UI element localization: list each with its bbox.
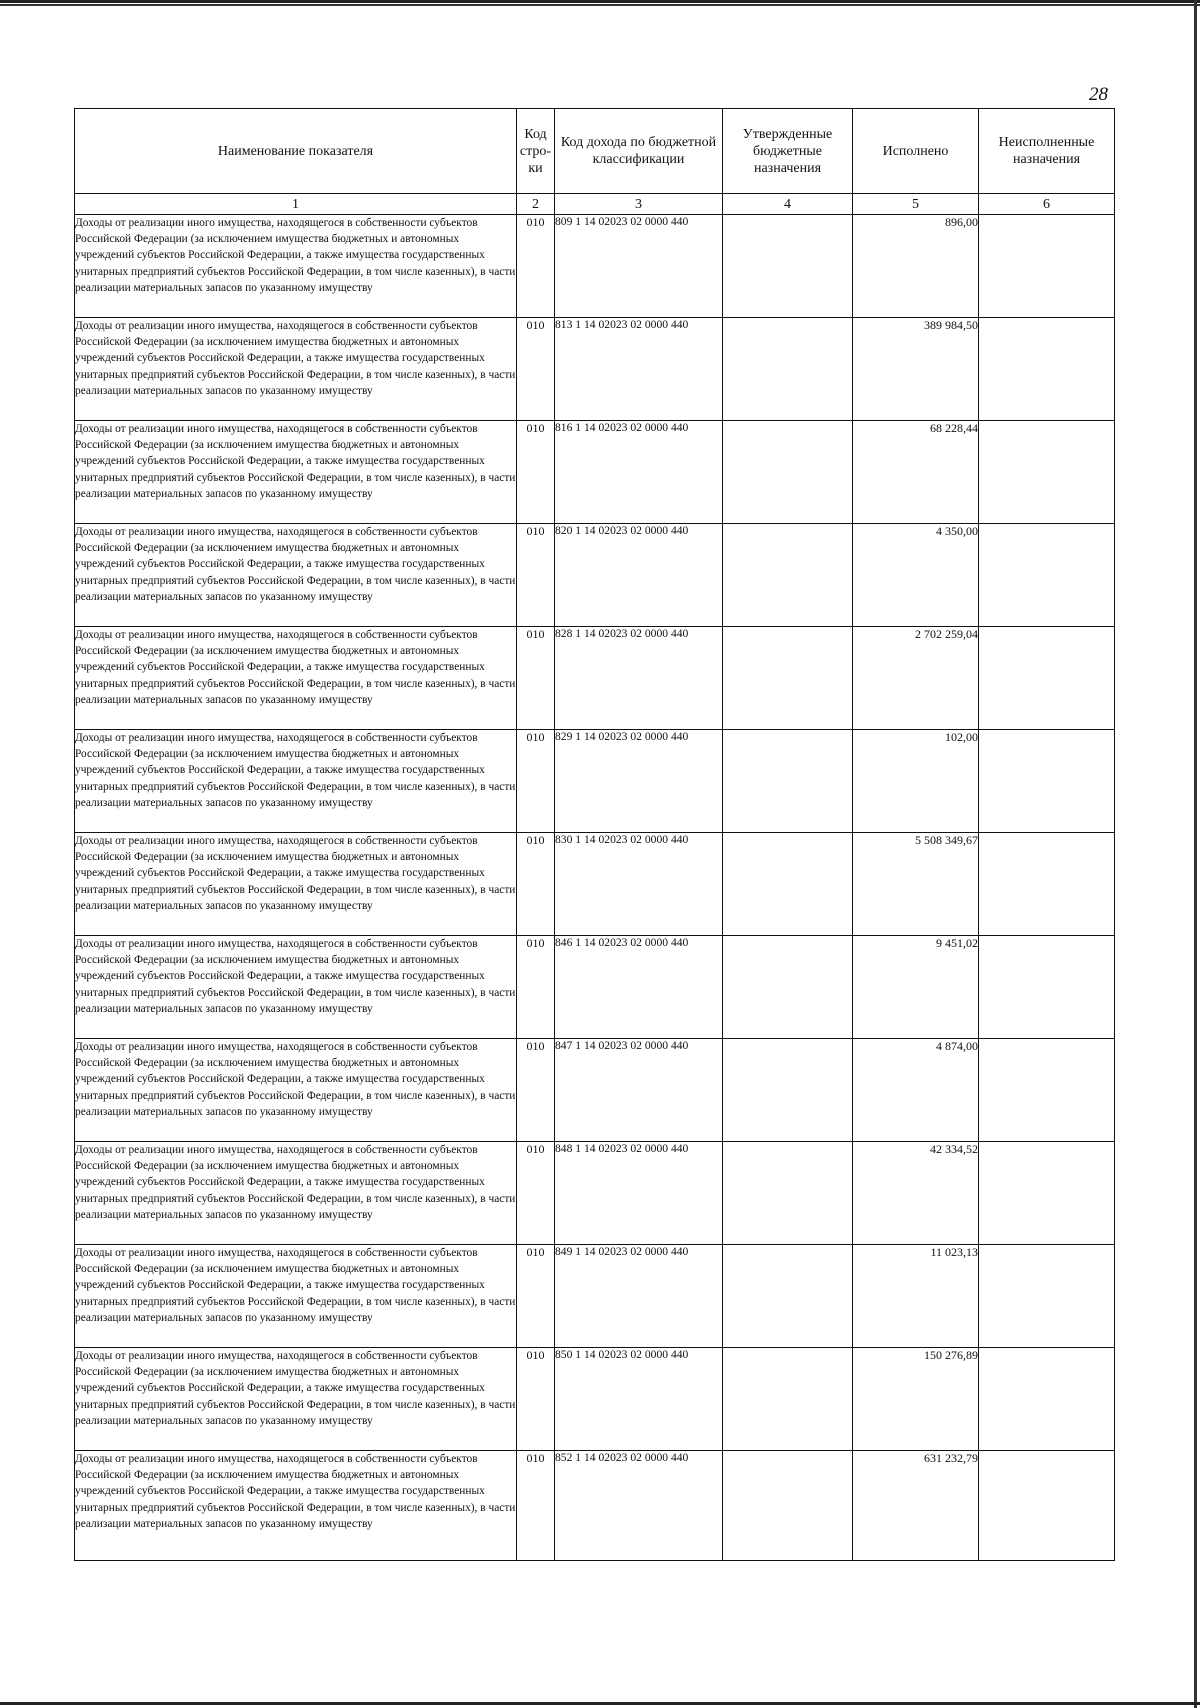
cell-unexecuted — [979, 1039, 1115, 1142]
header-number-2: 2 — [517, 194, 555, 215]
cell-indicator-name: Доходы от реализации иного имущества, находящегося в собственности субъектов Российской Федерации (за исключением имущества бюджетных и автономных учреждений субъектов Российской Федерации, а также имущества государственных унитарных предприятий субъектов Российской Федерации, в том числе казенных), в части реализации материальных запасов по указанному имуществу — [75, 1039, 517, 1142]
cell-approved — [723, 730, 853, 833]
cell-indicator-name: Доходы от реализации иного имущества, находящегося в собственности субъектов Российской Федерации (за исключением имущества бюджетных и автономных учреждений субъектов Российской Федерации, а также имущества государственных унитарных предприятий субъектов Российской Федерации, в том числе казенных), в части реализации материальных запасов по указанному имуществу — [75, 1451, 517, 1561]
cell-approved — [723, 936, 853, 1039]
table-body — [75, 215, 1115, 1561]
header-number-5: 5 — [853, 194, 979, 215]
cell-income-code: 847 1 14 02023 02 0000 440 — [555, 1039, 723, 1142]
cell-line-code: 010 — [517, 524, 555, 627]
cell-executed: 631 232,79 — [853, 1451, 979, 1561]
cell-approved — [723, 524, 853, 627]
cell-income-code: 816 1 14 02023 02 0000 440 — [555, 421, 723, 524]
cell-unexecuted — [979, 833, 1115, 936]
cell-approved — [723, 1039, 853, 1142]
scan-right-border — [1194, 0, 1197, 1708]
cell-line-code: 010 — [517, 421, 555, 524]
cell-indicator-name: Доходы от реализации иного имущества, находящегося в собственности субъектов Российской Федерации (за исключением имущества бюджетных и автономных учреждений субъектов Российской Федерации, а также имущества государственных унитарных предприятий субъектов Российской Федерации, в том числе казенных), в части реализации материальных запасов по указанному имуществу — [75, 421, 517, 524]
cell-income-code: 809 1 14 02023 02 0000 440 — [555, 215, 723, 318]
cell-executed: 150 276,89 — [853, 1348, 979, 1451]
cell-line-code: 010 — [517, 1348, 555, 1451]
cell-executed: 2 702 259,04 — [853, 627, 979, 730]
cell-executed: 11 023,13 — [853, 1245, 979, 1348]
cell-unexecuted — [979, 936, 1115, 1039]
table-row — [75, 936, 1115, 1039]
cell-income-code: 850 1 14 02023 02 0000 440 — [555, 1348, 723, 1451]
cell-line-code: 010 — [517, 1451, 555, 1561]
cell-line-code: 010 — [517, 936, 555, 1039]
cell-executed: 102,00 — [853, 730, 979, 833]
cell-income-code: 820 1 14 02023 02 0000 440 — [555, 524, 723, 627]
cell-approved — [723, 215, 853, 318]
cell-indicator-name: Доходы от реализации иного имущества, находящегося в собственности субъектов Российской Федерации (за исключением имущества бюджетных и автономных учреждений субъектов Российской Федерации, а также имущества государственных унитарных предприятий субъектов Российской Федерации, в том числе казенных), в части реализации материальных запасов по указанному имуществу — [75, 524, 517, 627]
cell-line-code: 010 — [517, 1039, 555, 1142]
cell-line-code: 010 — [517, 1245, 555, 1348]
table-row — [75, 1142, 1115, 1245]
cell-income-code: 846 1 14 02023 02 0000 440 — [555, 936, 723, 1039]
table-row — [75, 215, 1115, 318]
header-number-4: 4 — [723, 194, 853, 215]
cell-income-code: 829 1 14 02023 02 0000 440 — [555, 730, 723, 833]
table-row — [75, 1039, 1115, 1142]
table-row — [75, 1245, 1115, 1348]
cell-indicator-name: Доходы от реализации иного имущества, находящегося в собственности субъектов Российской Федерации (за исключением имущества бюджетных и автономных учреждений субъектов Российской Федерации, а также имущества государственных унитарных предприятий субъектов Российской Федерации, в том числе казенных), в части реализации материальных запасов по указанному имуществу — [75, 215, 517, 318]
header-approved: Утвержденные бюджетные назначения — [723, 109, 853, 194]
cell-unexecuted — [979, 1348, 1115, 1451]
header-number-6: 6 — [979, 194, 1115, 215]
cell-approved — [723, 833, 853, 936]
cell-income-code: 828 1 14 02023 02 0000 440 — [555, 627, 723, 730]
cell-indicator-name: Доходы от реализации иного имущества, находящегося в собственности субъектов Российской Федерации (за исключением имущества бюджетных и автономных учреждений субъектов Российской Федерации, а также имущества государственных унитарных предприятий субъектов Российской Федерации, в том числе казенных), в части реализации материальных запасов по указанному имуществу — [75, 1142, 517, 1245]
cell-unexecuted — [979, 1142, 1115, 1245]
cell-unexecuted — [979, 1245, 1115, 1348]
table-row — [75, 524, 1115, 627]
page-number: 28 — [1089, 84, 1108, 105]
cell-executed: 896,00 — [853, 215, 979, 318]
cell-line-code: 010 — [517, 318, 555, 421]
cell-income-code: 830 1 14 02023 02 0000 440 — [555, 833, 723, 936]
table-row — [75, 833, 1115, 936]
header-executed: Исполнено — [853, 109, 979, 194]
cell-approved — [723, 421, 853, 524]
table-row — [75, 730, 1115, 833]
cell-indicator-name: Доходы от реализации иного имущества, находящегося в собственности субъектов Российской Федерации (за исключением имущества бюджетных и автономных учреждений субъектов Российской Федерации, а также имущества государственных унитарных предприятий субъектов Российской Федерации, в том числе казенных), в части реализации материальных запасов по указанному имуществу — [75, 936, 517, 1039]
header-line-code: Код стро-ки — [517, 109, 555, 194]
table-row — [75, 421, 1115, 524]
cell-executed: 9 451,02 — [853, 936, 979, 1039]
cell-approved — [723, 627, 853, 730]
cell-income-code: 848 1 14 02023 02 0000 440 — [555, 1142, 723, 1245]
cell-unexecuted — [979, 627, 1115, 730]
cell-line-code: 010 — [517, 215, 555, 318]
cell-executed: 5 508 349,67 — [853, 833, 979, 936]
cell-approved — [723, 1348, 853, 1451]
cell-indicator-name: Доходы от реализации иного имущества, находящегося в собственности субъектов Российской Федерации (за исключением имущества бюджетных и автономных учреждений субъектов Российской Федерации, а также имущества государственных унитарных предприятий субъектов Российской Федерации, в том числе казенных), в части реализации материальных запасов по указанному имуществу — [75, 1245, 517, 1348]
cell-approved — [723, 318, 853, 421]
cell-unexecuted — [979, 730, 1115, 833]
cell-executed: 42 334,52 — [853, 1142, 979, 1245]
cell-indicator-name: Доходы от реализации иного имущества, находящегося в собственности субъектов Российской Федерации (за исключением имущества бюджетных и автономных учреждений субъектов Российской Федерации, а также имущества государственных унитарных предприятий субъектов Российской Федерации, в том числе казенных), в части реализации материальных запасов по указанному имуществу — [75, 627, 517, 730]
cell-indicator-name: Доходы от реализации иного имущества, находящегося в собственности субъектов Российской Федерации (за исключением имущества бюджетных и автономных учреждений субъектов Российской Федерации, а также имущества государственных унитарных предприятий субъектов Российской Федерации, в том числе казенных), в части реализации материальных запасов по указанному имуществу — [75, 1348, 517, 1451]
cell-approved — [723, 1451, 853, 1561]
cell-unexecuted — [979, 421, 1115, 524]
cell-line-code: 010 — [517, 833, 555, 936]
header-number-3: 3 — [555, 194, 723, 215]
cell-income-code: 813 1 14 02023 02 0000 440 — [555, 318, 723, 421]
table-row — [75, 627, 1115, 730]
cell-executed: 68 228,44 — [853, 421, 979, 524]
table-header — [75, 109, 1115, 215]
revenue-report-table — [74, 108, 1115, 1561]
table-row — [75, 1348, 1115, 1451]
cell-unexecuted — [979, 1451, 1115, 1561]
table-row — [75, 1451, 1115, 1561]
header-indicator-name: Наименование показателя — [75, 109, 517, 194]
cell-line-code: 010 — [517, 627, 555, 730]
cell-income-code: 852 1 14 02023 02 0000 440 — [555, 1451, 723, 1561]
table-row — [75, 318, 1115, 421]
cell-executed: 4 350,00 — [853, 524, 979, 627]
cell-indicator-name: Доходы от реализации иного имущества, находящегося в собственности субъектов Российской Федерации (за исключением имущества бюджетных и автономных учреждений субъектов Российской Федерации, а также имущества государственных унитарных предприятий субъектов Российской Федерации, в том числе казенных), в части реализации материальных запасов по указанному имуществу — [75, 730, 517, 833]
cell-line-code: 010 — [517, 730, 555, 833]
scan-top-border — [0, 0, 1200, 6]
header-income-code: Код дохода по бюджетной классификации — [555, 109, 723, 194]
cell-approved — [723, 1245, 853, 1348]
header-unexecuted: Неисполненные назначения — [979, 109, 1115, 194]
cell-income-code: 849 1 14 02023 02 0000 440 — [555, 1245, 723, 1348]
cell-line-code: 010 — [517, 1142, 555, 1245]
cell-executed: 4 874,00 — [853, 1039, 979, 1142]
cell-indicator-name: Доходы от реализации иного имущества, находящегося в собственности субъектов Российской Федерации (за исключением имущества бюджетных и автономных учреждений субъектов Российской Федерации, а также имущества государственных унитарных предприятий субъектов Российской Федерации, в том числе казенных), в части реализации материальных запасов по указанному имуществу — [75, 318, 517, 421]
header-number-1: 1 — [75, 194, 517, 215]
cell-unexecuted — [979, 318, 1115, 421]
cell-indicator-name: Доходы от реализации иного имущества, находящегося в собственности субъектов Российской Федерации (за исключением имущества бюджетных и автономных учреждений субъектов Российской Федерации, а также имущества государственных унитарных предприятий субъектов Российской Федерации, в том числе казенных), в части реализации материальных запасов по указанному имуществу — [75, 833, 517, 936]
cell-unexecuted — [979, 524, 1115, 627]
cell-executed: 389 984,50 — [853, 318, 979, 421]
cell-unexecuted — [979, 215, 1115, 318]
cell-approved — [723, 1142, 853, 1245]
scan-bottom-border — [0, 1702, 1200, 1705]
